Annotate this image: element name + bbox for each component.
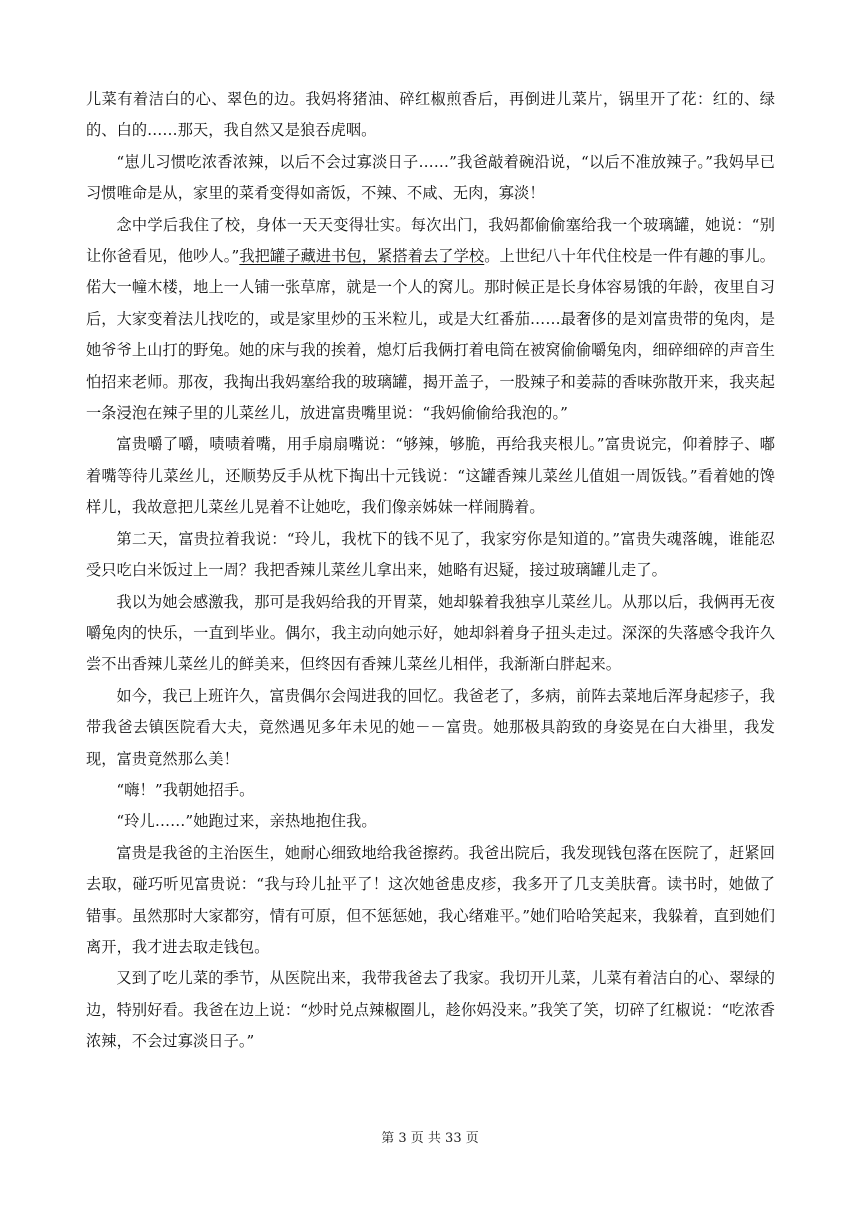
paragraph-4: 富贵嚼了嚼，啧啧着嘴，用手扇扇嘴说：“够辣，够脆，再给我夹根儿。”富贵说完，仰着脖子、嘟着嘴等待儿菜丝儿，还顺势反手从枕下掏出十元钱说：“这罐香辣儿菜丝儿值姐一周饭钱。”看着她的馋样儿，我故意把儿菜丝儿晃着不让她吃，我们像亲姊妹一样闹腾着。: [86, 435, 775, 517]
paragraph-8: “嗨！”我朝她招手。: [116, 780, 255, 799]
paragraph-3-part-2: 。上世纪八十年代住校是一件有趣的事儿。偌大一幢木楼，地上一人铺一张草席，就是一个人的窝儿。那时候正是长身体容易饿的年龄，夜里自习后，大家变着法儿找吃的，或是家里炒的玉米粒儿，或是大红番茄……最奢侈的是刘富贵带的兔肉，是她爷爷上山打的野兔。她的床与我的挨着，熄灯后我俩打着电筒在被窝偷偷嚼兔肉，细碎细碎的声音生怕招来老师。那夜，我掏出我妈塞给我的玻璃罐，揭开盖子，一股辣子和姜蒜的香味弥散开来，我夹起一条浸泡在辣子里的儿菜丝儿，放进富贵嘴里说：“我妈偷偷给我泡的。”: [86, 247, 776, 423]
page-footer: 第 3 页 共 33 页: [381, 1131, 479, 1146]
paragraph-1: 儿菜有着洁白的心、翠色的边。我妈将猪油、碎红椒煎香后，再倒进儿菜片，锅里开了花：红的、绿的、白的……那天，我自然又是狼吞虎咽。: [86, 90, 775, 140]
paragraph-5: 第二天，富贵拉着我说：“玲儿，我枕下的钱不见了，我家穷你是知道的。”富贵失魂落魄，谁能忍受只吃白米饭过上一周？我把香辣儿菜丝儿拿出来，她略有迟疑，接过玻璃罐儿走了。: [86, 529, 775, 580]
underlined-sentence: 我把罐子藏进书包，紧搭着去了学校: [239, 247, 485, 266]
paragraph-3-part-1: 念中学后我住了校，身体一天天变得壮实。每次出门，我妈都偷偷塞给我一个玻璃罐，她说：“别让你爸看见，他吵人。”: [86, 215, 775, 266]
paragraph-3: [86, 210, 775, 430]
paragraph-6: 我以为她会感激我，那可是我妈给我的开胃菜，她却躲着我独享儿菜丝儿。从那以后，我俩再无夜嚼兔肉的快乐，一直到毕业。偶尔，我主动向她示好，她却斜着身子扭头走过。深深的失落感令我许久尝不出香辣儿菜丝儿的鲜美来，但终因有香辣儿菜丝儿相伴，我渐渐白胖起来。: [86, 592, 775, 674]
paragraph-11: 又到了吃儿菜的季节，从医院出来，我带我爸去了我家。我切开儿菜，儿菜有着洁白的心、翠绿的边，特别好看。我爸在边上说：“炒时兑点辣椒圈儿，趁你妈没来。”我笑了笑，切碎了红椒说：“吃浓香浓辣，不会过寡淡日子。”: [86, 969, 775, 1051]
paragraph-7: 如今，我已上班许久，富贵偶尔会闯进我的回忆。我爸老了，多病，前阵去菜地后浑身起疹子，我带我爸去镇医院看大夫，竟然遇见多年未见的她－－富贵。她那极具韵致的身姿晃在白大褂里，我发现，富贵竟然那么美！: [86, 686, 775, 768]
document-page: [86, 84, 775, 1058]
paragraph-10: 富贵是我爸的主治医生，她耐心细致地给我爸擦药。我爸出院后，我发现钱包落在医院了，赶紧回去取，碰巧听见富贵说：“我与玲儿扯平了！这次她爸患皮疹，我多开了几支美肤膏。读书时，她做了错事。虽然那时大家都穷，情有可原，但不惩惩她，我心绪难平。”她们哈哈笑起来，我躲着，直到她们离开，我才进去取走钱包。: [86, 843, 775, 956]
paragraph-9: “玲儿……”她跑过来，亲热地抱住我。: [116, 812, 377, 831]
paragraph-2: “崽儿习惯吃浓香浓辣，以后不会过寡淡日子……”我爸敲着碗沿说，“以后不准放辣子。”我妈早已习惯唯命是从，家里的菜肴变得如斋饭，不辣、不咸、无肉，寡淡！: [86, 152, 775, 203]
